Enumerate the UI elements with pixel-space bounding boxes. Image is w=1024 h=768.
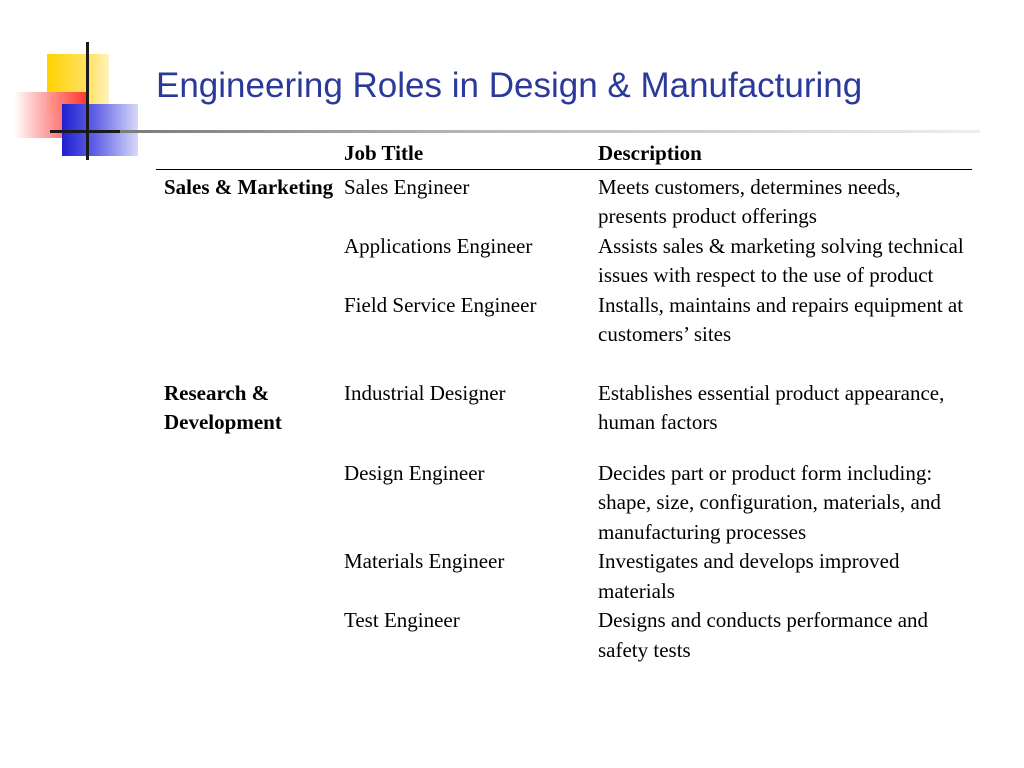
table-row [156,547,972,606]
logo-horizontal-line [50,130,120,133]
logo-vertical-line [86,42,89,160]
description-cell: Designs and conducts performance and safety tests [598,608,929,662]
description-cell: Decides part or product form including: shape, size, configuration, materials, and manufacturing processes [598,460,941,544]
group-cell [156,459,336,548]
title-underline [120,130,980,133]
roles-table [156,139,972,665]
group-cell [156,291,336,379]
description-cell: Investigates and develops improved materials [598,549,900,603]
header-group [156,139,336,169]
job-title-cell: Field Service Engineer [344,292,537,317]
group-cell [156,547,336,606]
job-title-cell: Industrial Designer [344,380,506,405]
group-cell: Sales & Marketing [164,174,334,199]
job-title-cell: Applications Engineer [344,233,533,258]
table-row [156,169,972,232]
description-cell: Installs, maintains and repairs equipment at customers’ sites [598,292,964,346]
table-row [156,379,972,459]
description-cell: Establishes essential product appearance, human factors [598,380,945,434]
group-cell [156,606,336,665]
table-header-row [156,139,972,169]
logo-squares-icon [0,0,150,170]
table-row [156,459,972,548]
table-row [156,232,972,291]
job-title-cell: Test Engineer [344,608,460,632]
job-title-cell: Materials Engineer [344,549,505,573]
group-cell [156,232,336,291]
header-job-title: Job Title [336,139,590,169]
description-cell: Meets customers, determines needs, presents product offerings [598,174,901,228]
table-row [156,291,972,379]
slide-title: Engineering Roles in Design & Manufacturing [156,66,863,105]
job-title-cell: Design Engineer [344,460,485,485]
header-description: Description [590,139,972,169]
table-row [156,606,972,665]
description-cell: Assists sales & marketing solving technical issues with respect to the use of product [598,233,964,287]
group-cell: Research & Development [164,380,282,434]
job-title-cell: Sales Engineer [344,174,470,199]
